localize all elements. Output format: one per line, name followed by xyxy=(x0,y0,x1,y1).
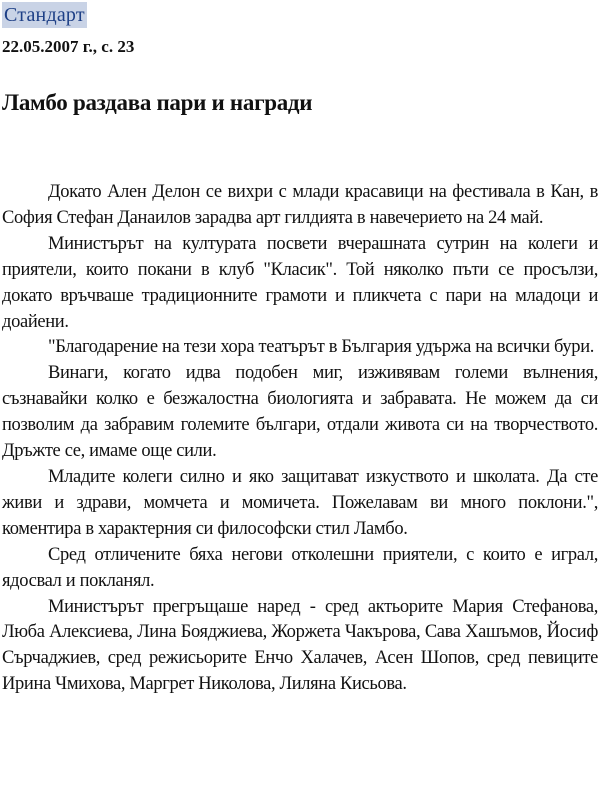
source-name: Стандарт xyxy=(4,4,85,26)
publication-date: 22.05.2007 г., с. 23 xyxy=(2,37,135,56)
article-paragraph: Младите колеги силно и яко защитават изкуството и школата. Да сте живи и здрави, момчета и момичета. Пожелавам ви много поклони.", коментира в характерния си философски стил Ламбо. xyxy=(2,466,598,539)
article-paragraph: Министърът на културата посвети вчерашната сутрин на колеги и приятели, които покани в клуб "Класик". Той няколко пъти се просълзи, докато връчваше традиционните грамоти и пликчета с пари на младоци и доайени. xyxy=(2,233,598,332)
article-headline: Ламбо раздава пари и награди xyxy=(2,90,313,115)
article-paragraph: Винаги, когато идва подобен миг, изживявам големи вълнения, съзнавайки колко е безжалостна биологията и забравата. Не можем да си позволим да забравим големите българи, отдали живота си на творчеството. Дръжте се, имаме още сили. xyxy=(2,363,598,462)
article-paragraph: "Благодарение на тези хора театърът в България удържа на всички бури. xyxy=(48,337,595,358)
article-body xyxy=(2,180,598,698)
article-paragraph: Докато Ален Делон се вихри с млади красавици на фестивала в Кан, в София Стефан Данаилов зарадва арт гилдията в навечерието на 24 май. xyxy=(2,182,598,228)
article-paragraph: Министърът прегръщаше наред - сред актьорите Мария Стефанова, Люба Алексиева, Лина Бояджиева, Жоржета Чакърова, Сава Хашъмов, Йосиф Сърчаджиев, сред режисьорите Енчо Халачев, Асен Шопов, сред певиците Ирина Чмихова, Маргрет Николова, Лиляна Кисьова. xyxy=(2,596,598,695)
article-paragraph: Сред отличените бяха негови отколешни приятели, с които е играл, ядосвал и покланял. xyxy=(2,544,598,591)
